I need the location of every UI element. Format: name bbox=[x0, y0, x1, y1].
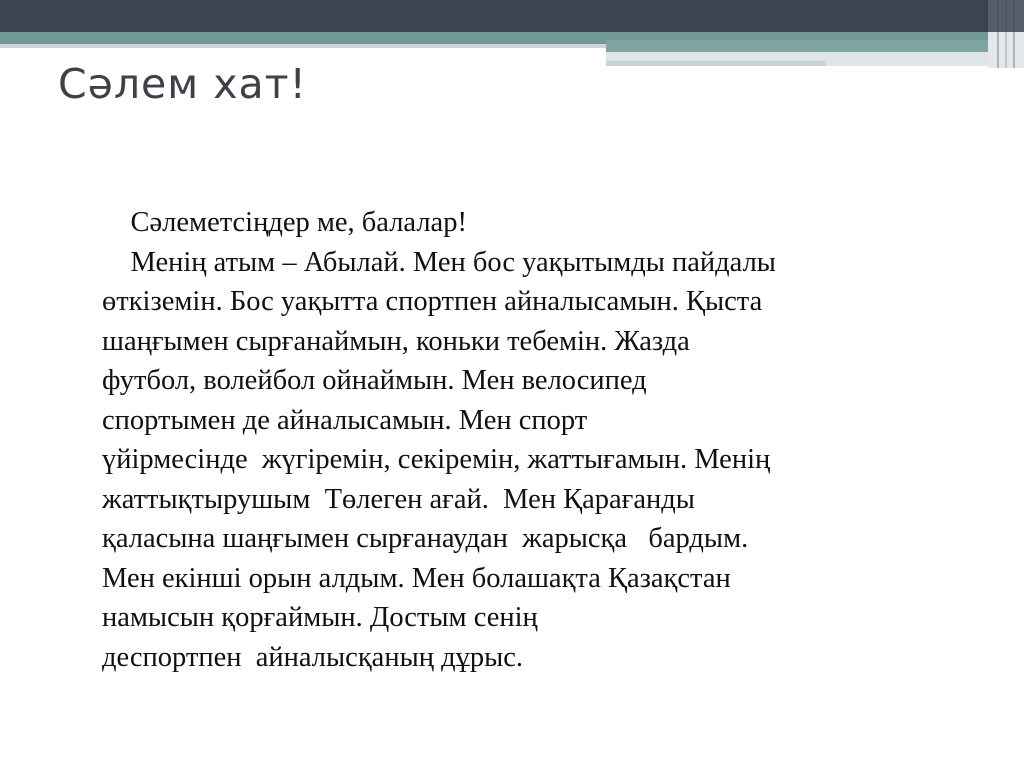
letter-line: намысын қорғаймын. Достым сенің bbox=[102, 602, 538, 633]
letter-line: Мен екінші орын алдым. Мен болашақта Қазақстан bbox=[102, 562, 731, 594]
letter-line: өткіземін. Бос уақытта спортпен айналысамын. Қыста bbox=[102, 286, 763, 317]
letter-line: футбол, волейбол ойнаймын. Мен велосипед bbox=[102, 365, 647, 396]
letter-line: қаласына шаңғымен сырғанаудан жарысқа бардым. bbox=[102, 523, 749, 554]
header-light-strip bbox=[0, 44, 610, 48]
slide-title: Сәлем хат! bbox=[58, 60, 307, 108]
header-right-block bbox=[606, 40, 1024, 52]
header-right-pale-strip bbox=[606, 61, 826, 66]
letter-line: жаттықтырушым Төлеген ағай. Мен Қарағанды bbox=[102, 483, 695, 515]
letter-body bbox=[102, 203, 992, 677]
letter-line: шаңғымен сырғанаймын, коньки тебемін. Жазда bbox=[102, 325, 690, 357]
letter-line: Менің атым – Абылай. Мен бос уақытымды пайдалы bbox=[102, 246, 776, 278]
corner-decoration bbox=[988, 0, 1024, 68]
letter-line: спортымен де айналысамын. Мен спорт bbox=[102, 404, 588, 436]
letter-line: Сәлеметсіңдер ме, балалар! bbox=[102, 207, 467, 238]
letter-line: үйірмесінде жүгіремін, секіремін, жаттығамын. Менің bbox=[102, 444, 771, 475]
header-dark-bar bbox=[0, 0, 1024, 32]
letter-line: деспортпен айналысқаның дұрыс. bbox=[102, 641, 524, 673]
